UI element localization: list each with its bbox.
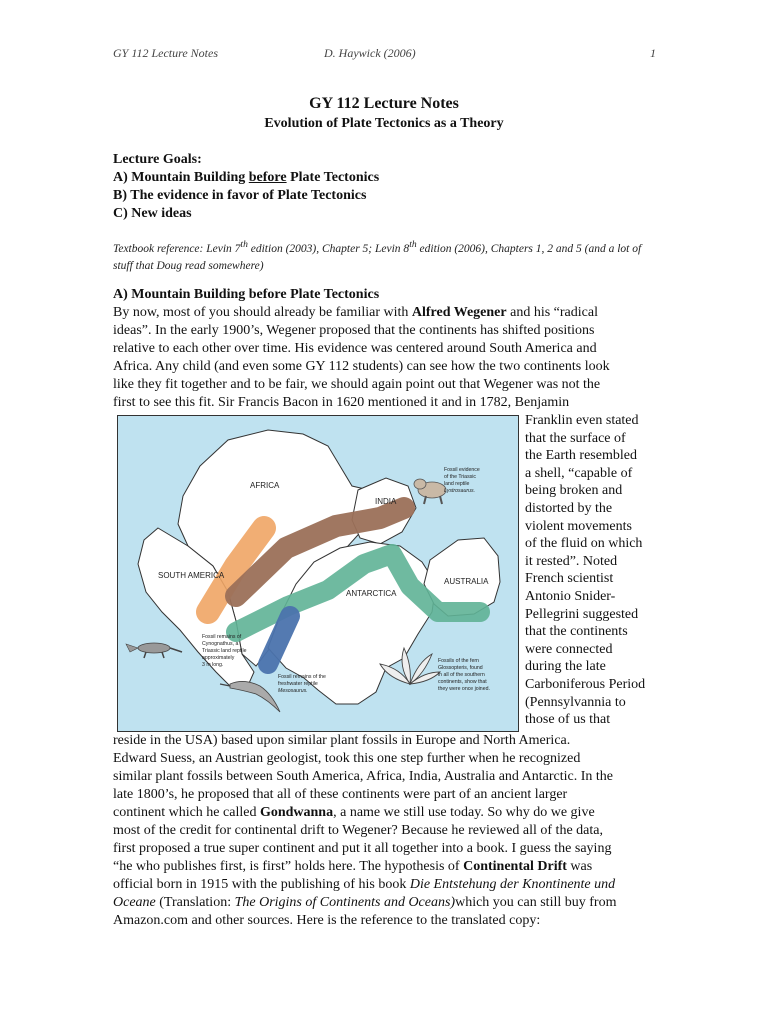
map-figure — [118, 416, 518, 731]
side-text-line: being broken and — [525, 483, 623, 499]
paragraph-line: reside in the USA) based upon similar plant fossils in Europe and North America. — [113, 733, 571, 748]
lecture-goals — [113, 151, 379, 223]
side-text-line: that the surface of — [525, 430, 626, 446]
paragraph-line: like they fit together and to be fair, we should again point out that Wegener was not the — [113, 377, 601, 392]
paragraph-line: Oceane (Translation: The Origins of Continents and Oceans)which you can still buy from — [113, 895, 617, 910]
paragraph-line: Amazon.com and other sources. Here is the reference to the translated copy: — [113, 913, 541, 928]
svg-text:Mesosaurus.: Mesosaurus. — [278, 688, 308, 694]
side-text-line: distorted by the — [525, 501, 613, 516]
svg-text:freshwater reptile: freshwater reptile — [278, 681, 318, 687]
svg-text:they were once joined.: they were once joined. — [438, 686, 490, 692]
side-text-line: of the fluid on which — [525, 536, 643, 552]
svg-text:Fossil evidence: Fossil evidence — [444, 467, 480, 473]
goal-c: C) New ideas — [113, 206, 192, 221]
svg-text:continents, show that: continents, show that — [438, 679, 487, 685]
side-text-line: Pellegrini suggested — [525, 606, 639, 622]
paragraph-line: official born in 1915 with the publishing of his book Die Entstehung der Knontinente und — [113, 877, 616, 892]
side-text-line: those of us that — [525, 712, 611, 728]
paragraph-line: continent which he called Gondwanna, a name we still use today. So why do we give — [113, 805, 595, 820]
side-text-line: Antonio Snider- — [525, 589, 616, 604]
svg-text:Lystrosaurus.: Lystrosaurus. — [444, 488, 476, 494]
svg-text:Cynognathus, a: Cynognathus, a — [202, 641, 239, 647]
paragraph-line: Africa. Any child (and even some GY 112 students) can see how the two continents look — [113, 359, 610, 374]
side-text-line: (Pennsylvannia to — [525, 694, 626, 710]
paragraph-line: first proposed a true super continent and put it all together into a book. I guess the saying — [113, 841, 612, 856]
paragraph-line: ideas”. In the early 1900’s, Wegener proposed that the continents has shifted positions — [113, 323, 595, 338]
paragraph-line: By now, most of you should already be familiar with Alfred Wegener and his “radical — [113, 305, 598, 320]
side-text-line: it rested”. Noted — [525, 553, 618, 569]
side-text-line: during the late — [525, 659, 606, 675]
svg-text:approximately: approximately — [202, 655, 235, 661]
paragraph-line: “he who publishes first, is first” holds here. The hypothesis of Continental Drift was — [113, 859, 593, 874]
paragraph-line: similar plant fossils between South America, Africa, India, Australia and Antarctic. In the — [113, 769, 613, 784]
label-india: INDIA — [375, 497, 397, 506]
svg-text:of the Triassic: of the Triassic — [444, 474, 477, 480]
header-author: D. Haywick (2006) — [324, 46, 416, 60]
page-title: GY 112 Lecture Notes — [309, 95, 459, 112]
side-text-line: the Earth resembled — [525, 448, 637, 464]
svg-text:Fossil remains of: Fossil remains of — [202, 634, 242, 640]
svg-text:land reptile: land reptile — [444, 481, 470, 487]
paragraph-line: first to see this fit. Sir Francis Bacon in 1620 mentioned it and in 1782, Benjamin — [113, 395, 570, 410]
svg-text:Fossils of the fern: Fossils of the fern — [438, 658, 479, 664]
svg-text:Triassic land reptile: Triassic land reptile — [202, 648, 247, 654]
side-text-line: that the continents — [525, 624, 628, 640]
svg-text:Glossopteris, found: Glossopteris, found — [438, 665, 483, 671]
label-south-america: SOUTH AMERICA — [158, 571, 225, 580]
svg-text:Fossil remains of the: Fossil remains of the — [278, 674, 326, 680]
paragraph-line: most of the credit for continental drift to Wegener? Because he reviewed all of the data, — [113, 823, 603, 838]
side-text-line: Carboniferous Period — [525, 677, 646, 692]
page-subtitle: Evolution of Plate Tectonics as a Theory — [264, 116, 504, 131]
label-australia: AUSTRALIA — [444, 577, 489, 586]
svg-text:in all of the southern: in all of the southern — [438, 672, 485, 678]
header-course: GY 112 Lecture Notes — [113, 46, 218, 60]
textbook-reference: Textbook reference: Levin 7th edition (2003), Chapter 5; Levin 8th edition (2006), Chapters 1, 2 and 5 (and a lot of stuff that Doug read somewhere) — [113, 239, 642, 272]
paragraph-line: relative to each other over time. His evidence was centered around South America and — [113, 341, 597, 356]
side-text-line: a shell, “capable of — [525, 465, 633, 481]
gondwana-fossil-map — [117, 415, 519, 732]
paragraph-line: Edward Suess, an Austrian geologist, took this one step further when he recognized — [113, 751, 581, 766]
goal-a: A) Mountain Building before Plate Tectonics — [113, 170, 380, 185]
goals-heading: Lecture Goals: — [113, 152, 202, 167]
label-africa: AFRICA — [250, 481, 280, 490]
label-antarctica: ANTARCTICA — [346, 589, 397, 598]
paragraph-line: late 1800’s, he proposed that all of these continents were part of an ancient larger — [113, 787, 568, 802]
svg-text:3 m long.: 3 m long. — [202, 662, 224, 668]
header-page-number: 1 — [650, 46, 656, 60]
side-text-line: were connected — [525, 641, 613, 657]
section-a-heading: A) Mountain Building before Plate Tectonics — [113, 287, 380, 302]
side-text-line: violent movements — [525, 518, 632, 534]
side-text-line: Franklin even stated — [525, 413, 639, 428]
side-text-line: French scientist — [525, 571, 614, 587]
goal-b: B) The evidence in favor of Plate Tectonics — [113, 188, 367, 203]
